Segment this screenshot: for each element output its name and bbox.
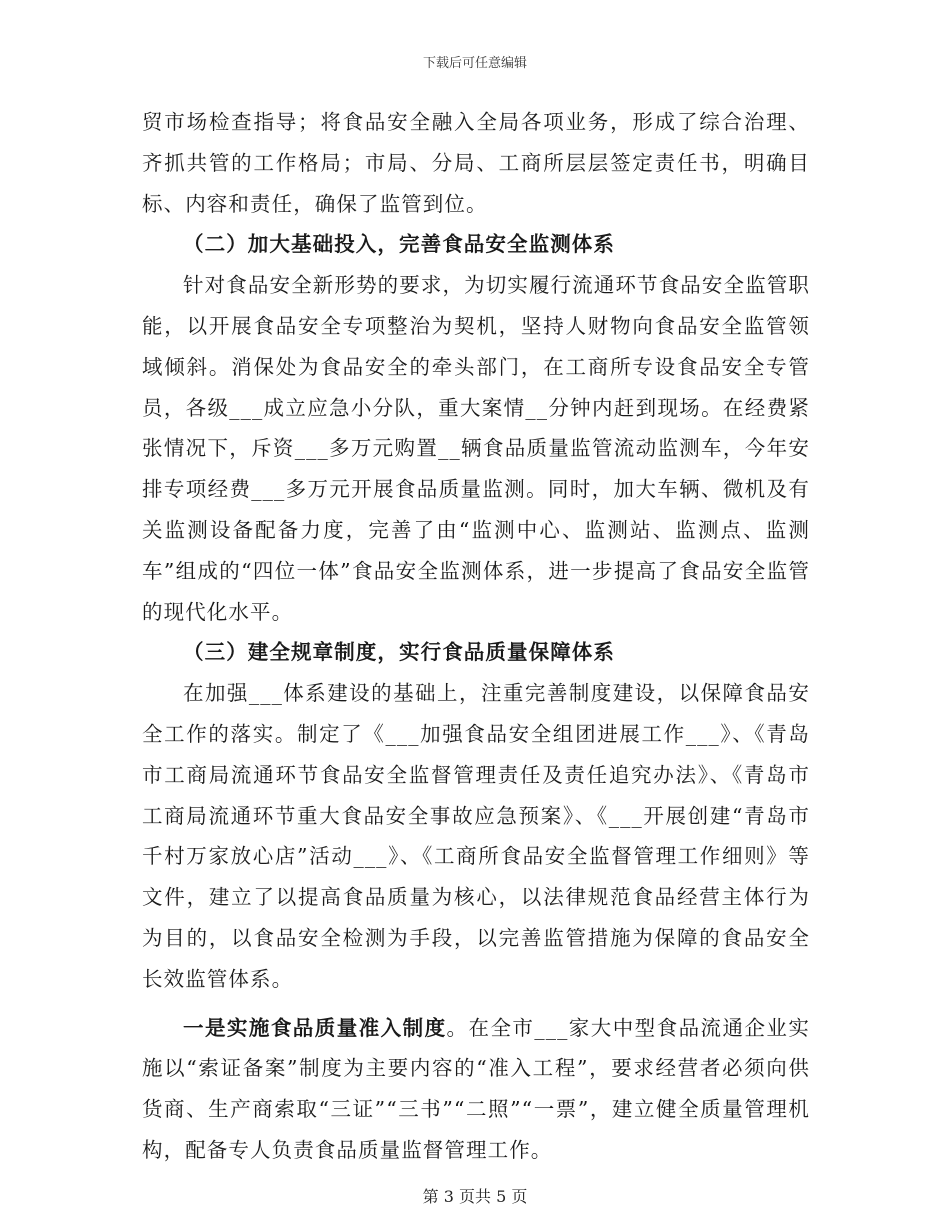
page-number: 第 3 页共 5 页 — [422, 1187, 528, 1206]
page-header: 下载后可任意编辑 — [422, 56, 527, 71]
paragraph-rest: 。在全市___家大中型食品流通企业实施以“索证备案”制度为主要内容的“准入工程”，要求经营者必须向供货商、生产商索取“三证”“三书”“二照”“一票”，建立健全质量管理机构，配备专人负责食品质量监督管理工作。 — [142, 1015, 810, 1162]
section-heading-2: （二）加大基础投入，完善食品安全监测体系 — [183, 232, 615, 257]
paragraph-continuation: 贸市场检查指导；将食品安全融入全局各项业务，形成了综合治理、齐抓共管的工作格局；市局、分局、工商所层层签定责任书，明确目标、内容和责任，确保了监管到位。 — [142, 110, 810, 216]
paragraph-access-system — [142, 1008, 810, 1171]
section-heading-3: （三）建全规章制度，实行食品质量保障体系 — [183, 640, 615, 665]
paragraph-monitoring: 针对食品安全新形势的要求，为切实履行流通环节食品安全监管职能，以开展食品安全专项整治为契机，坚持人财物向食品安全监管领域倾斜。消保处为食品安全的牵头部门，在工商所专设食品安全专管员，各级___成立应急小分队，重大案情__分钟内赶到现场。在经费紧张情况下，斥资___多万元购置__辆食品质量监管流动监测车，今年安排专项经费___多万元开展食品质量监测。同时，加大车辆、微机及有关监测设备配备力度，完善了由“监测中心、监测站、监测点、监测车”组成的“四位一体”食品安全监测体系，进一步提高了食品安全监管的现代化水平。 — [142, 273, 810, 624]
paragraph-regulations: 在加强___体系建设的基础上，注重完善制度建设，以保障食品安全工作的落实。制定了《___加强食品安全组团进展工作___》、《青岛市工商局流通环节食品安全监督管理责任及责任追究办法》、《青岛市工商局流通环节重大食品安全事故应急预案》、《___开展创建“青岛市千村万家放心店”活动___》、《工商所食品安全监督管理工作细则》等文件，建立了以提高食品质量为核心，以法律规范食品经营主体行为为目的，以食品安全检测为手段，以完善监管措施为保障的食品安全长效监管体系。 — [142, 681, 810, 991]
paragraph-lead-bold: 一是实施食品质量准入制度 — [183, 1015, 447, 1040]
paragraph-gap — [142, 1000, 810, 1008]
document-body — [142, 102, 810, 1171]
